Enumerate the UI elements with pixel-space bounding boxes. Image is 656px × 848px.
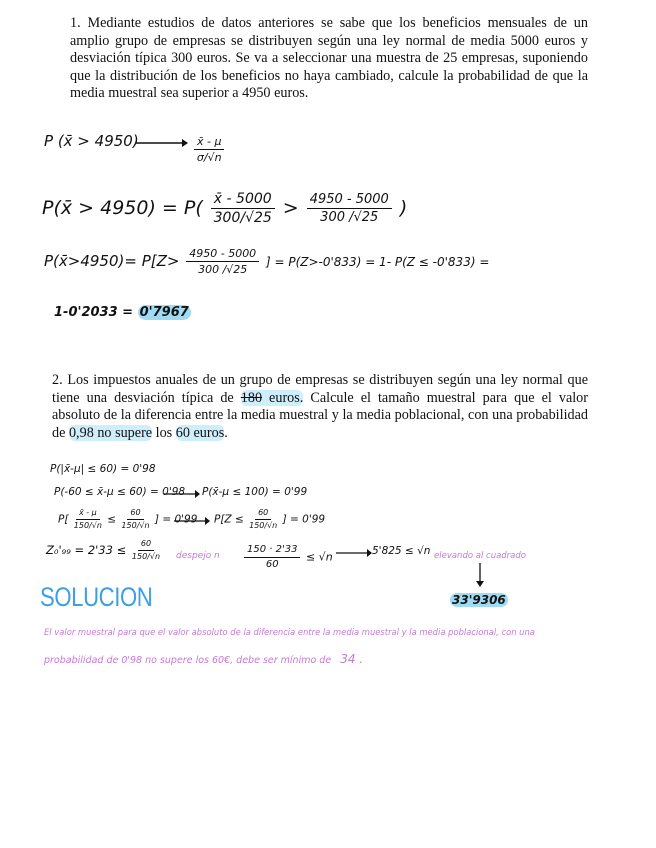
problem-2-text-d: los bbox=[152, 424, 176, 441]
problem-2-text-b: euros. bbox=[262, 389, 304, 406]
problem-1-text bbox=[70, 15, 588, 103]
work1-line3-frac-num: 4950 - 5000 bbox=[186, 248, 259, 262]
work2-note-despejo: despejo n bbox=[176, 551, 220, 561]
work2-line1: P(|x̄-μ| ≤ 60) = 0'98 bbox=[50, 463, 156, 475]
problem-2-text-a: Los impuestos anuales de un grupo de empresas se distribuyen según una ley normal que tiene una desviación típica de bbox=[52, 372, 589, 406]
work1-line2 bbox=[42, 192, 407, 225]
work1-line1-frac-num: x̄ - μ bbox=[194, 136, 224, 150]
work2-result bbox=[450, 593, 508, 607]
work1-line2-frac1-den: 300/√25 bbox=[213, 210, 272, 226]
work1-result-highlight: 0'7967 bbox=[139, 305, 189, 320]
problem-2-text-c: Calcule el tamaño muestral para que el valor absoluto de la diferencia entre la media muestral y la media poblacional, con una probabilidad de bbox=[52, 389, 588, 441]
problem-1-number: 1. bbox=[70, 15, 81, 31]
work1-line4-left: 1-0'2033 = bbox=[54, 305, 134, 320]
work1-line2-frac1-num: x̄ - 5000 bbox=[211, 192, 275, 209]
work2-line2: P(-60 ≤ x̄-μ ≤ 60) = 0'98 bbox=[54, 486, 186, 498]
solution-line2-a: probabilidad de 0'98 no supere los 60€, debe ser mínimo de bbox=[44, 655, 332, 666]
work1-line2-frac2-num: 4950 - 5000 bbox=[307, 193, 392, 209]
work2-line2-right: P(x̄-μ ≤ 100) = 0'99 bbox=[202, 486, 308, 498]
work2-line3-left-b: ] = 0'99 bbox=[154, 513, 198, 526]
work2-line4-mid bbox=[242, 545, 333, 570]
work2-line3-right-num: 60 bbox=[255, 509, 271, 520]
solution-title: SOLUCION bbox=[40, 582, 153, 612]
work1-line3-left: P(x̄>4950)= P[Z> bbox=[44, 252, 180, 270]
arrow-right-icon bbox=[136, 137, 188, 149]
work1-line3 bbox=[44, 248, 489, 275]
work2-line3-right-den: 150/√n bbox=[249, 521, 278, 530]
work1-line2-gt: > bbox=[282, 197, 299, 219]
arrow-right-icon bbox=[336, 548, 372, 558]
problem-2-highlight-val: 60 euros bbox=[175, 424, 225, 441]
work2-line3-num2: 60 bbox=[127, 509, 143, 520]
problem-1-body: Mediante estudios de datos anteriores se sabe que los beneficios mensuales de un amplio grupo de empresas se distribuyen según una ley normal de media 5000 euros y desviación típica 300 euros. Se va a seleccionar una muestra de 25 empresas, suponiendo que la distribución de los beneficios no haya cambiado, calcule la probabilidad de que la media muestral sea superior a 4950 euros. bbox=[70, 15, 588, 102]
work2-line4-right: 5'825 ≤ √n bbox=[372, 545, 431, 557]
arrow-right-icon bbox=[174, 516, 210, 526]
work2-line3-right-a: P[Z ≤ bbox=[214, 513, 244, 526]
work2-result-highlight: 33'9306 bbox=[452, 593, 506, 607]
problem-2-crossed-value: 180 bbox=[240, 389, 263, 406]
work1-line2-left: P(x̄ > 4950) = P( bbox=[42, 197, 203, 219]
work1-line1 bbox=[44, 132, 139, 150]
work2-line4-mid-num: 150 · 2'33 bbox=[244, 545, 300, 558]
work2-line3-den2: 150/√n bbox=[121, 521, 150, 530]
work2-line4-den: 150/√n bbox=[131, 552, 161, 561]
work1-line1-left: P (x̄ > 4950) bbox=[44, 132, 139, 150]
work2-line3-le: ≤ bbox=[107, 513, 117, 526]
work2-line4-mid-tail: ≤ √n bbox=[305, 550, 333, 564]
problem-2-text-e: . bbox=[224, 424, 228, 441]
work2-line4-num: 60 bbox=[138, 540, 154, 551]
work2-note-cuadrado: elevando al cuadrado bbox=[434, 551, 526, 561]
solution-line1: El valor muestral para que el valor absoluto de la diferencia entre la media muestral y la media poblacional, con una bbox=[44, 627, 535, 637]
work2-line3-right-b: ] = 0'99 bbox=[282, 513, 326, 526]
work2-line3-den1: 150/√n bbox=[73, 521, 102, 530]
work1-line1-frac-den: σ/√n bbox=[196, 151, 222, 164]
work2-line3-right bbox=[214, 509, 325, 530]
work2-line4-mid-den: 60 bbox=[265, 559, 279, 570]
work1-line4 bbox=[54, 305, 191, 320]
work1-line3-frac-den: 300 /√25 bbox=[198, 263, 248, 276]
solution-answer: 34 . bbox=[340, 652, 364, 666]
work2-line3-left-a: P[ bbox=[58, 513, 69, 526]
work1-line2-close: ) bbox=[399, 197, 408, 219]
problem-2-number: 2. bbox=[52, 372, 63, 388]
work2-line4-left: Z₀'₉₉ = 2'33 ≤ bbox=[46, 543, 127, 557]
work2-line4 bbox=[46, 540, 162, 561]
arrow-down-icon bbox=[475, 563, 485, 587]
problem-2-highlight-prob: 0,98 no supere bbox=[68, 424, 153, 441]
work1-line1-fraction bbox=[192, 136, 226, 163]
work1-line3-right: ] = P(Z>-0'833) = 1- P(Z ≤ -0'833) = bbox=[265, 255, 490, 269]
arrow-right-icon bbox=[164, 489, 200, 499]
work1-line2-frac2-den: 300 /√25 bbox=[320, 210, 379, 225]
solution-line2 bbox=[44, 652, 363, 666]
problem-2-text bbox=[52, 372, 588, 442]
work2-line3-num1: x̄ - μ bbox=[76, 509, 100, 520]
